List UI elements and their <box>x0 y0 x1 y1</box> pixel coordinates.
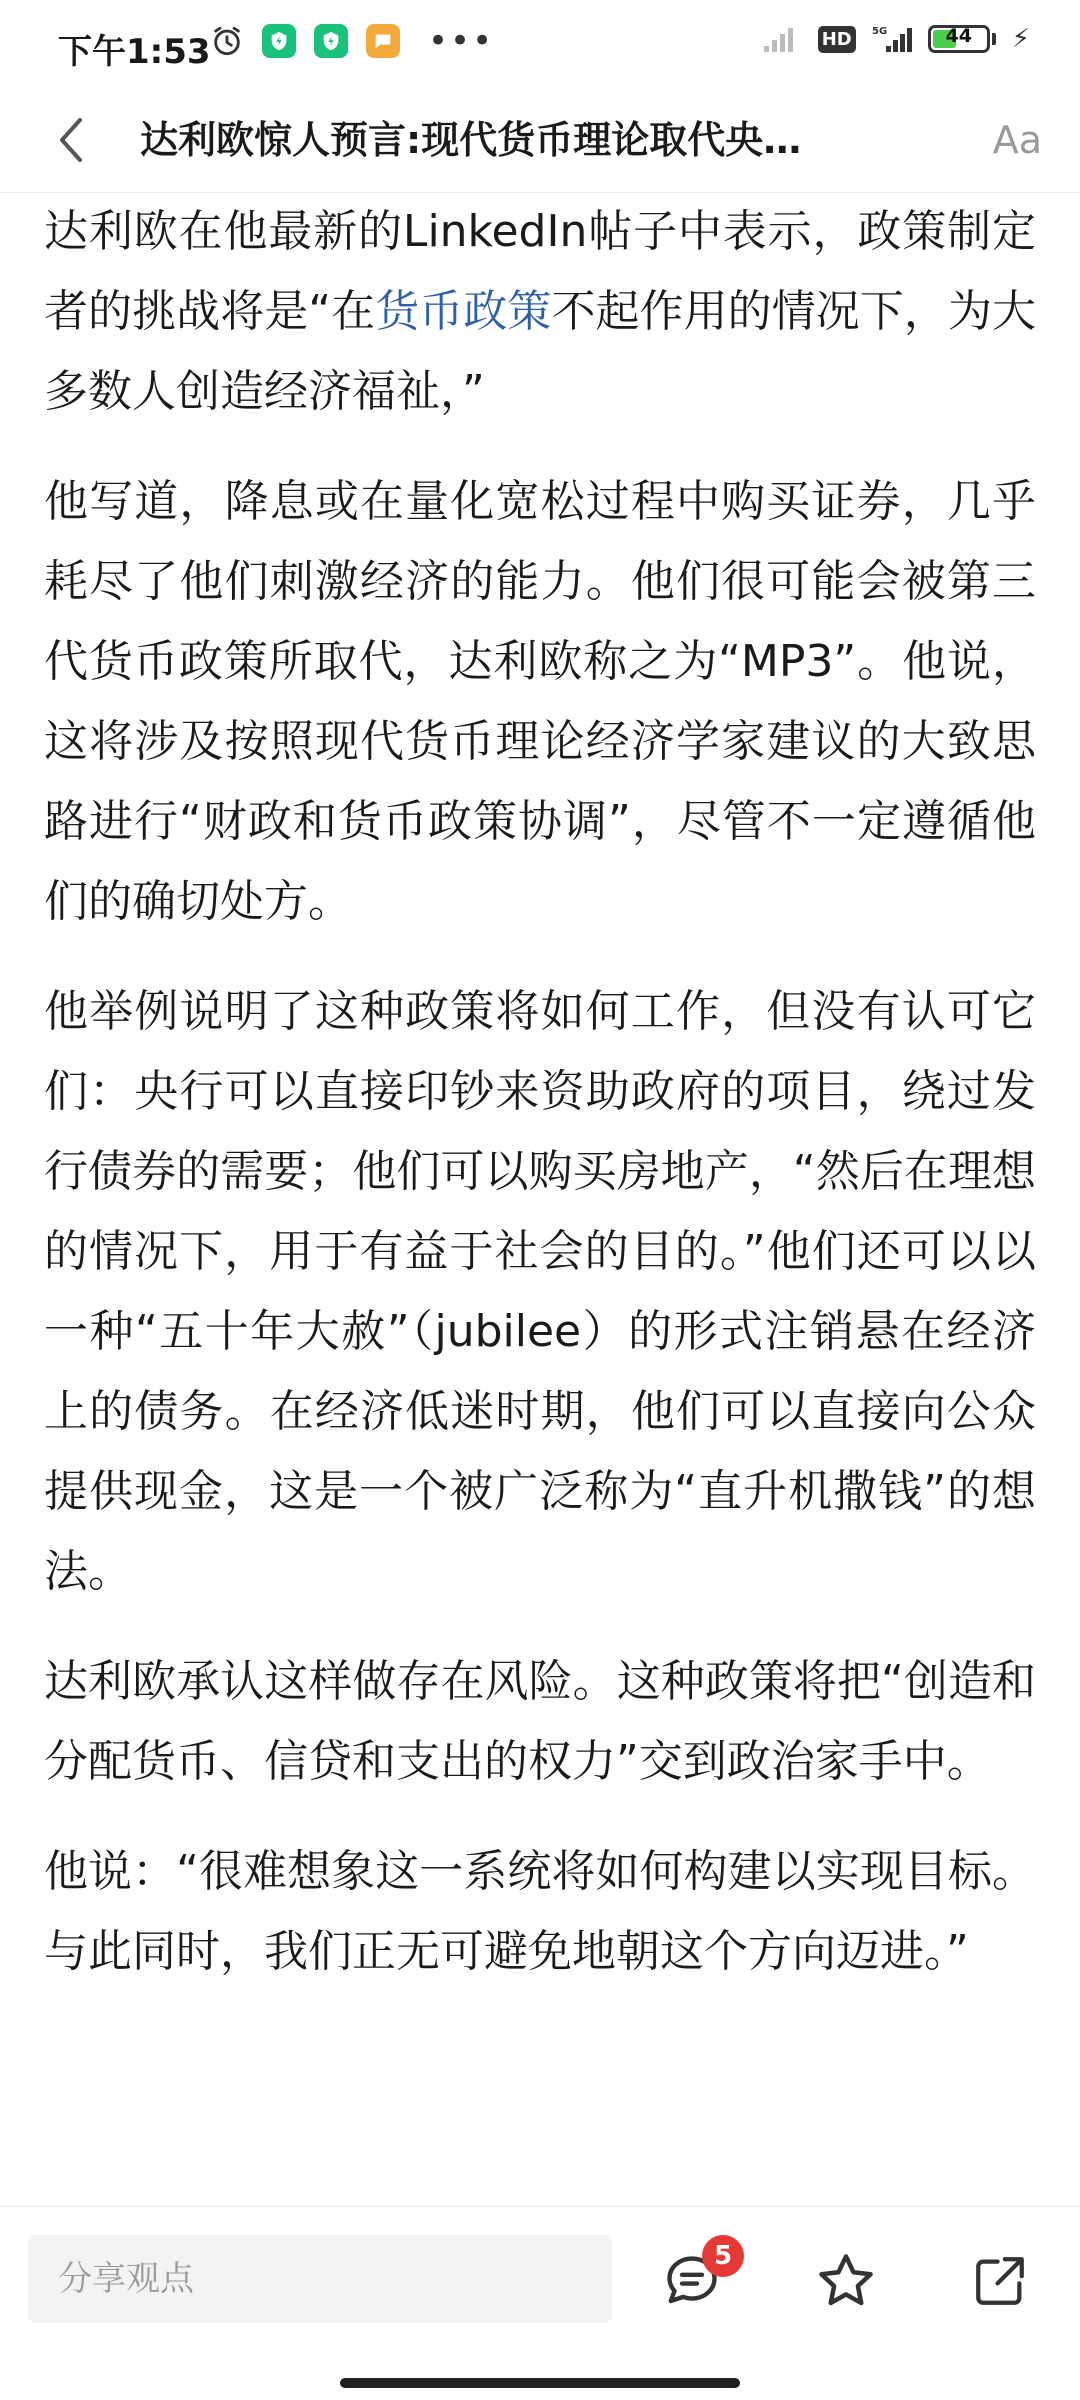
status-icons-left <box>210 21 495 61</box>
share-button[interactable] <box>962 2243 1038 2319</box>
status-bar <box>0 0 1080 88</box>
hd-icon: HD <box>818 26 856 53</box>
share-icon <box>971 2252 1029 2310</box>
green-app-icon <box>314 24 348 58</box>
article-paragraph: 达利欧承认这样做存在风险。这种政策将把“创造和分配货币、信贷和支出的权力”交到政治家手中。 <box>44 1656 1036 1787</box>
charging-icon: ⚡ <box>1011 24 1030 54</box>
bottom-bar <box>0 2206 1080 2359</box>
battery-icon <box>928 25 990 53</box>
article-paragraph: 他举例说明了这种政策将如何工作，但没有认可它们：央行可以直接印钞来资助政府的项目，绕过发行债券的需要；他们可以购买房地产，“然后在理想的情况下，用于有益于社会的目的。”他们还可以以一种“五十年大赦”（jubilee）的形式注销悬在经济上的债务。在经济低迷时期，他们可以直接向公众提供现金，这是一个被广泛称为“直升机撒钱”的想法。 <box>44 986 1036 1597</box>
article-paragraph: 他写道，降息或在量化宽松过程中购买证券，几乎耗尽了他们刺激经济的能力。他们很可能会被第三代货币政策所取代，达利欧称之为“MP3”。他说，这将涉及按照现代货币理论经济学家建议的大致思路进行“财政和货币政策协调”，尽管不一定遵循他们的确切处方。 <box>44 476 1036 927</box>
battery-cap <box>992 33 996 45</box>
paragraph-text: 达利欧在他最新的LinkedIn帖子中表示，政策制定者的挑战将是“在 <box>44 206 1036 337</box>
paragraph-text: 不起作用的情况下，为大多数人创造经济福祉，” <box>44 286 1036 417</box>
star-icon <box>815 2250 877 2312</box>
status-icons-right <box>762 24 1030 54</box>
signal-icon <box>762 24 802 54</box>
back-button[interactable] <box>40 108 100 172</box>
battery-level: 44 <box>945 25 972 47</box>
network-label: 5G <box>871 26 887 37</box>
5g-signal-icon <box>872 24 912 54</box>
article-paragraph <box>44 192 1036 432</box>
more-icon: ••• <box>428 21 495 61</box>
alarm-icon <box>210 24 244 58</box>
page-title: 达利欧惊人预言:现代货币理论取代央… <box>140 118 802 162</box>
chevron-left-icon <box>56 116 84 164</box>
font-size-button[interactable]: Aa <box>992 118 1042 162</box>
favorite-button[interactable] <box>808 2243 884 2319</box>
nav-bar <box>0 88 1080 193</box>
article-body <box>44 192 1036 2188</box>
message-app-icon <box>366 24 400 58</box>
home-indicator[interactable] <box>340 2378 740 2388</box>
monetary-policy-link[interactable]: 货币政策 <box>375 286 552 337</box>
article-paragraph: 他说：“很难想象这一系统将如何构建以实现目标。与此同时，我们正无可避免地朝这个方向迈进。” <box>44 1846 1036 1977</box>
status-time: 下午1:53 <box>58 32 211 72</box>
green-app-icon <box>262 24 296 58</box>
comment-input[interactable]: 分享观点 <box>28 2235 612 2323</box>
comment-count-badge: 5 <box>702 2235 744 2277</box>
